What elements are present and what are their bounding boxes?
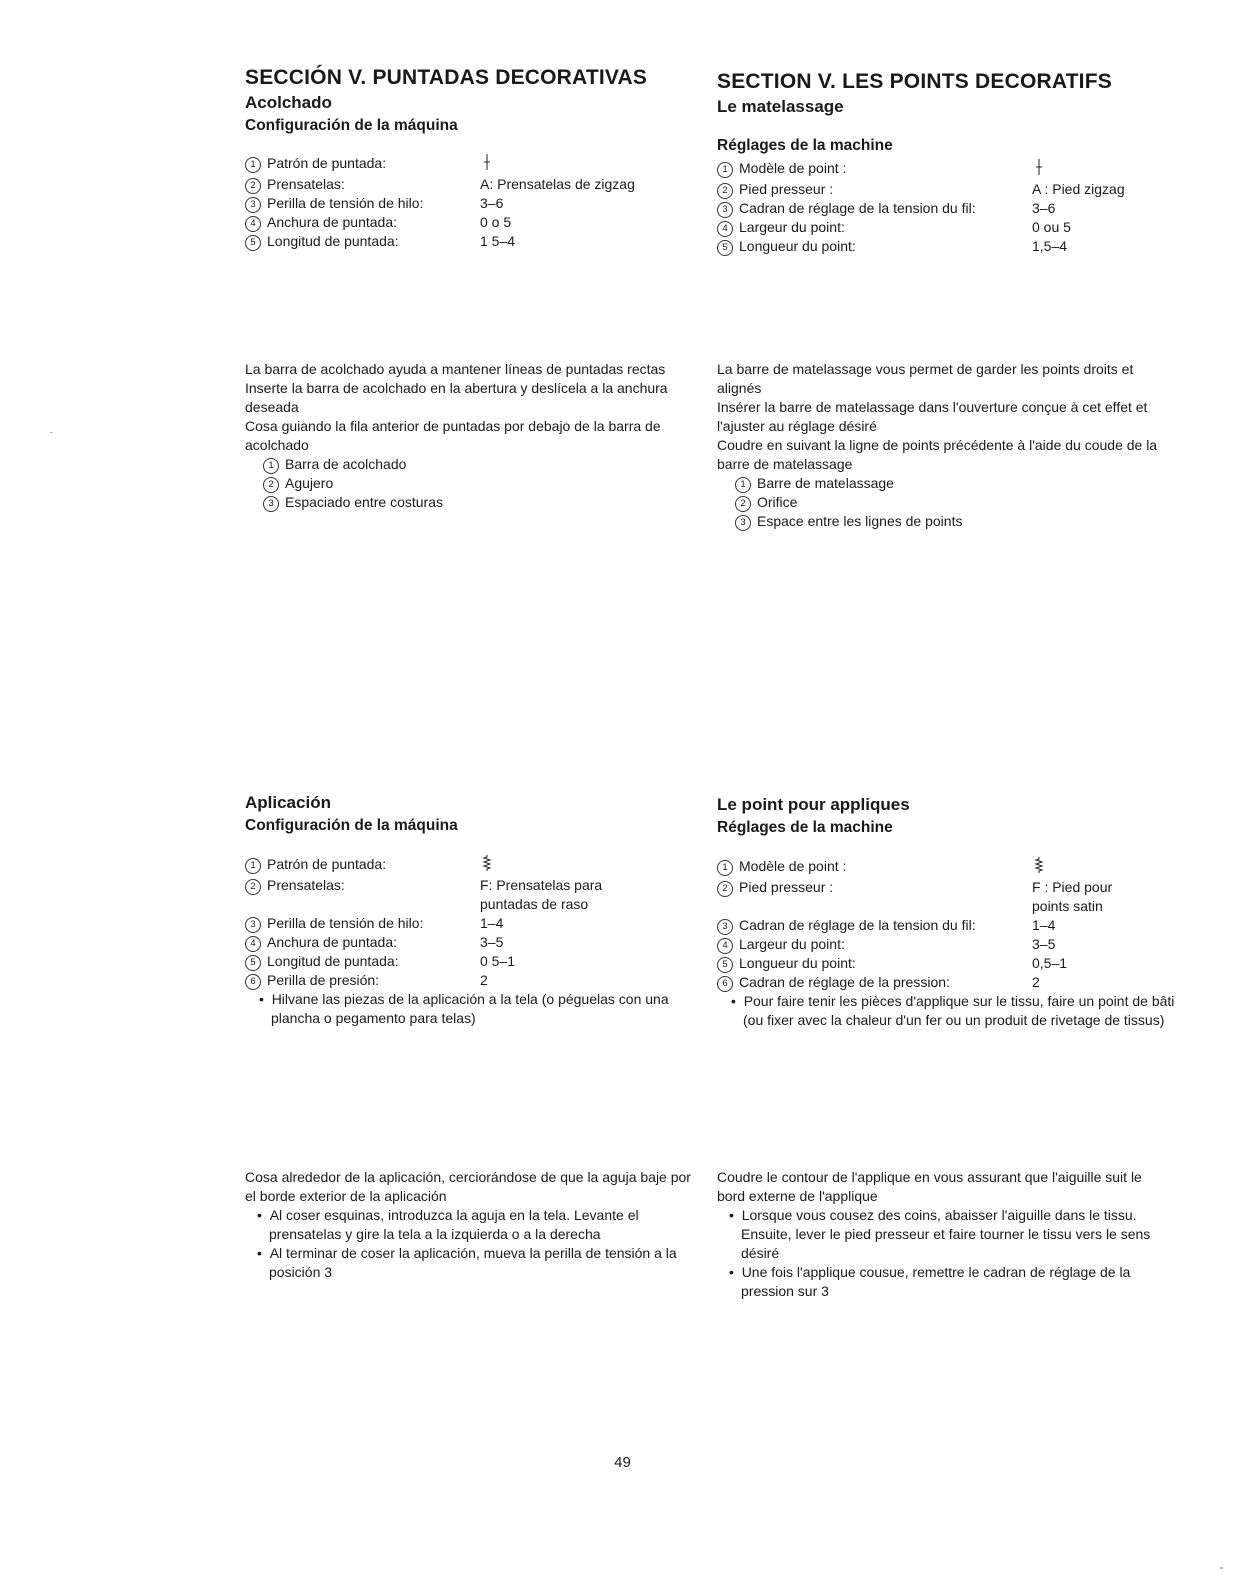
fr-quilting-instructions: La barre de matelassage vous permet de garder les points droits et alignés Insérer la barre de matelassage dans l'ouverture conçue à cet effet et l'ajuster au réglage désiré Coudre en suivant la ligne de points précédente à l'aide du coude de la barre de matelassage 1 Barre de matelassage 2 Orifice 3 Espace entre les lignes de points xyxy=(717,360,1172,531)
es-quilting-instructions: La barra de acolchado ayuda a mantener líneas de puntadas rectas Inserte la barra de acolchado en la abertura y deslícela a la anchura deseada Cosa guiando la fila anterior de puntadas por debajo de la barra de acolchado 1 Barra de acolchado 2 Agujero 3 Espaciado entre costuras xyxy=(245,360,700,512)
fr-quilting-title: Le matelassage xyxy=(717,97,844,116)
setting-row: 4 Largeur du point: 3–5 xyxy=(717,935,1112,954)
list-item: 1 Barre de matelassage xyxy=(717,474,1172,493)
bullet-item: • Al terminar de coser la aplicación, mueva la perilla de tensión a la posición 3 xyxy=(257,1245,677,1280)
setting-row: 3 Cadran de réglage de la tension du fil: 3–6 xyxy=(717,199,1125,218)
setting-row: 1 Modèle de point : xyxy=(717,159,1125,180)
setting-row: 2 Pied presseur : A : Pied zigzag xyxy=(717,180,1125,199)
setting-row: 3 Cadran de réglage de la tension du fil: 1–4 xyxy=(717,916,1112,935)
setting-row: 5 Longueur du point: 1,5–4 xyxy=(717,237,1125,256)
setting-row: 1 Patrón de puntada: xyxy=(245,154,635,175)
list-item: 2 Agujero xyxy=(245,474,700,493)
circled-number: 1 xyxy=(245,157,261,173)
fr-applique-header xyxy=(717,794,910,838)
es-quilting-title: Acolchado xyxy=(245,93,332,112)
satin-stitch-icon xyxy=(480,855,494,876)
list-item: 3 Espaciado entre costuras xyxy=(245,493,700,512)
setting-row: 1 Patrón de puntada: xyxy=(245,855,602,876)
es-applique-header xyxy=(245,792,458,836)
straight-stitch-icon xyxy=(480,154,494,175)
setting-row: 4 Anchura de puntada: 3–5 xyxy=(245,933,602,952)
list-item: 1 Barra de acolchado xyxy=(245,455,700,474)
es-quilting-config-title: Configuración de la máquina xyxy=(245,117,458,134)
fr-applique-sew: Coudre le contour de l'applique en vous assurant que l'aiguille suit le bord externe de l'applique • Lorsque vous cousez des coins, abaisser l'aiguille dans le tissu. Ensuite, lever le pied presseur et faire tourner le tissu vers le sens désiré • Une fois l'applique cousue, remettre le cadran de réglage de la pression sur 3 xyxy=(717,1168,1172,1301)
setting-row: 2 Pied presseur : F : Pied pour points satin xyxy=(717,878,1112,916)
satin-stitch-icon xyxy=(1032,857,1046,878)
fr-applique-note: • Pour faire tenir les pièces d'applique sur le tissu, faire un point de bâti (ou fixer avec la chaleur d'un fer ou un produit de rivetage de tissus) xyxy=(731,993,1175,1028)
fr-quilting-settings xyxy=(717,159,1125,256)
es-applique-sew: Cosa alrededor de la aplicación, cerciorándose de que la aguja baje por el borde exterior de la aplicación • Al coser esquinas, introduzca la aguja en la tela. Levante el prensatelas y gire la tela a la izquierda o a la derecha • Al terminar de coser la aplicación, mueva la perilla de tensión a la posición 3 xyxy=(245,1168,700,1282)
fr-section-header xyxy=(717,70,1112,156)
straight-stitch-icon xyxy=(1032,159,1046,180)
scan-speck xyxy=(1220,1567,1223,1569)
setting-row: 3 Perilla de tensión de hilo: 3–6 xyxy=(245,194,635,213)
fr-applique-settings xyxy=(717,857,1112,992)
fr-quilting-config-title: Réglages de la machine xyxy=(717,137,893,154)
setting-row: 2 Prensatelas: F: Prensatelas para puntadas de raso xyxy=(245,876,602,914)
setting-row: 5 Longueur du point: 0,5–1 xyxy=(717,954,1112,973)
bullet-item: • Lorsque vous cousez des coins, abaisser l'aiguille dans le tissu. Ensuite, lever le pied presseur et faire tourner le tissu vers le sens désiré xyxy=(729,1207,1151,1261)
list-item: 2 Orifice xyxy=(717,493,1172,512)
fr-section-title: SECTION V. LES POINTS DECORATIFS xyxy=(717,70,1112,93)
setting-row: 4 Anchura de puntada: 0 o 5 xyxy=(245,213,635,232)
page-number: 49 xyxy=(614,1454,631,1471)
setting-row: 5 Longitud de puntada: 1 5–4 xyxy=(245,232,635,251)
es-section-header xyxy=(245,66,647,136)
es-applique-title: Aplicación xyxy=(245,793,331,812)
es-applique-config-title: Configuración de la máquina xyxy=(245,817,458,834)
es-section-title: SECCIÓN V. PUNTADAS DECORATIVAS xyxy=(245,66,648,89)
setting-row: 6 Cadran de réglage de la pression: 2 xyxy=(717,973,1112,992)
scan-speck xyxy=(50,432,53,433)
es-applique-note: • Hilvane las piezas de la aplicación a la tela (o péguelas con una plancha o pegamento para telas) xyxy=(259,991,669,1026)
bullet-item: • Al coser esquinas, introduzca la aguja en la tela. Levante el prensatelas y gire la tela a la izquierda o a la derecha xyxy=(257,1207,639,1242)
setting-row: 2 Prensatelas: A: Prensatelas de zigzag xyxy=(245,175,635,194)
list-item: 3 Espace entre les lignes de points xyxy=(717,512,1172,531)
setting-row: 5 Longitud de puntada: 0 5–1 xyxy=(245,952,602,971)
es-applique-settings xyxy=(245,855,602,990)
setting-row: 4 Largeur du point: 0 ou 5 xyxy=(717,218,1125,237)
setting-row: 6 Perilla de presión: 2 xyxy=(245,971,602,990)
setting-row: 1 Modèle de point : xyxy=(717,857,1112,878)
fr-applique-config-title: Réglages de la machine xyxy=(717,819,893,836)
setting-row: 3 Perilla de tensión de hilo: 1–4 xyxy=(245,914,602,933)
fr-applique-title: Le point pour appliques xyxy=(717,795,910,814)
es-quilting-settings xyxy=(245,154,635,251)
bullet-item: • Une fois l'applique cousue, remettre le cadran de réglage de la pression sur 3 xyxy=(729,1264,1131,1299)
